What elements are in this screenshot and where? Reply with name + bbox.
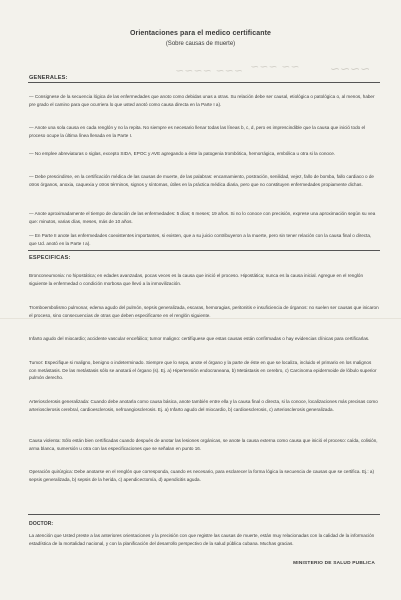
especificas-item: Infarto agudo del miocardio; accidente vascular encefálico; tumor maligno: certifíquese que estas causas están confirmadas o hay evidencias clínicas para certificarlas. bbox=[29, 336, 370, 341]
especificas-item: Operación quirúrgica: Debe anotarse en el renglón que corresponda, cuando es necesario, para esclarecer la forma lógica la secuencia de causas que se certifica. Ej.: a) sepsis generalizada, b) sepsis de la herida, c) apendicectomía, d) apendicitis aguda. bbox=[29, 469, 374, 482]
section-divider bbox=[28, 514, 380, 515]
ministry-signature: MINISTERIO DE SALUD PUBLICA bbox=[293, 561, 375, 566]
document-title: Orientaciones para el medico certificante bbox=[129, 30, 272, 37]
especificas-item: Tumor: Especifique si maligno, benigno o indeterminado. Siempre que lo sepa, anote el órgano y la parte de éste en que se localiza, incluido el primario en los malignos con metástasis. De las metástasis sólo se anotará el órgano (s). Ej. a) Hipertensión endocraneana, b) Metástasis en cerebro, c) Carcinoma epidermoide de lóbulo superior pulmón derecho. bbox=[29, 360, 377, 381]
especificas-item: Arteriosclerosis generalizada: Cuando debe anotarla como causa básica, anote también entre ella y la causa final o directa, si la conoce, localizaciones más precisas como arteriosclerosis cerebral, cardioesclerosis, nefroangiosclerosis. Ej. a) Infarto agudo del miocardio, b) cardioesclerosis, c) arteriosclerosis generalizada. bbox=[29, 399, 378, 412]
generales-item: — No emplee abreviaturas o siglas, excepto SIDA, EPOC y AVE agregando a éste la patogenia trombótica, hemorrágica, embólica u otra si la conoce. bbox=[29, 151, 336, 156]
section-divider bbox=[28, 82, 380, 83]
closing-paragraph: La atención que Usted preste a las anteriores orientaciones y la precisión con que registre las causas de muerte, están muy relacionadas con la calidad de la información estadística de la mortalidad nacional, y con la planificación del desarrollo perspectivo de la salud pública cubana. Muchas gracias. bbox=[29, 533, 375, 546]
bleed-through-handwriting: ~~~~ bbox=[330, 62, 371, 76]
section-heading-especificas: ESPECIFICAS: bbox=[29, 255, 71, 261]
especificas-item: Bronconeumonia: no hipostática; en edades avanzadas, pocas veces es la causa que inició el proceso. Hipostática; nunca es la causa inicial. Agregue en el renglón siguiente la enfermedad o condición morbosa que llevó a la inmovilización. bbox=[29, 273, 364, 286]
generales-item: — Anote una sola causa en cada renglón y no la repita. No siempre es necesario llenar todas las líneas b, c, d, pero es imprescindible que la causa que inició todo el proceso ocupe la última línea llenada en la Parte I. bbox=[29, 125, 366, 138]
bleed-through-handwriting: ~~~ ~~~~ bbox=[175, 64, 244, 77]
generales-item: — Anote aproximadamente el tiempo de duración de las enfermedades: 5 días; 6 meses; 19 años. Si no lo conoce con precisión, exprese una aproximación según su vea que: minutos, varias días, meses, más de 10 años. bbox=[29, 211, 376, 224]
section-heading-generales: GENERALES: bbox=[29, 75, 68, 81]
document-subtitle: (Sobre causas de muerte) bbox=[165, 41, 236, 47]
bleed-through-handwriting: ~~ ~~~ bbox=[250, 60, 300, 73]
generales-item: — Debe prescindirse, en la certificación médica de las causas de muerte, de las palabras: encamamiento, postración, senilidad, vejez, fallo de bomba, fallo cardiaco o de otros órganos, anoxia, caquexia y otros términos, signos y síntomas, útiles en la práctica médica diaria, pero que no constituyen enfermedades propiamente dichas. bbox=[29, 174, 374, 187]
doctor-label: DOCTOR: bbox=[29, 521, 54, 527]
section-divider bbox=[28, 250, 380, 251]
generales-item: — Consignese de la secuencia lógica de las enfermedades que anoto como debidas unas a otras. Su relación debe ser causal, etiológica o patológica o, al menos, haber pre grado el camino para que ocurriera lo que usted anotó como causa directa en la Parte I a). bbox=[29, 94, 375, 107]
especificas-item: Causa violenta: Sólo están bien certificadas cuando después de anotar las lesiones orgánicas, se anote la causa externa como causa que inició el proceso: caída, colisión, arma blanca, sumersión u otra con las especificaciones que se señalan en punto 16. bbox=[29, 438, 378, 451]
generales-item: — En Parte II anote las enfermedades coexistentes importantes, si existen, que a su juicio contribuyeron a la muerte, pero sin tener relación con la causa final o directa, que Ud. anotó en la Parte I a). bbox=[29, 233, 372, 246]
especificas-item: Tromboembolismo pulmonar, edema agudo del pulmón, sepsis generalizada, escaras, hemoragias, peritonitis e insuficiencia de órganos: no suelen ser causas que inicaron el proceso, sino consecuencias de otras que deben especificarse en el renglón siguiente. bbox=[29, 305, 379, 318]
